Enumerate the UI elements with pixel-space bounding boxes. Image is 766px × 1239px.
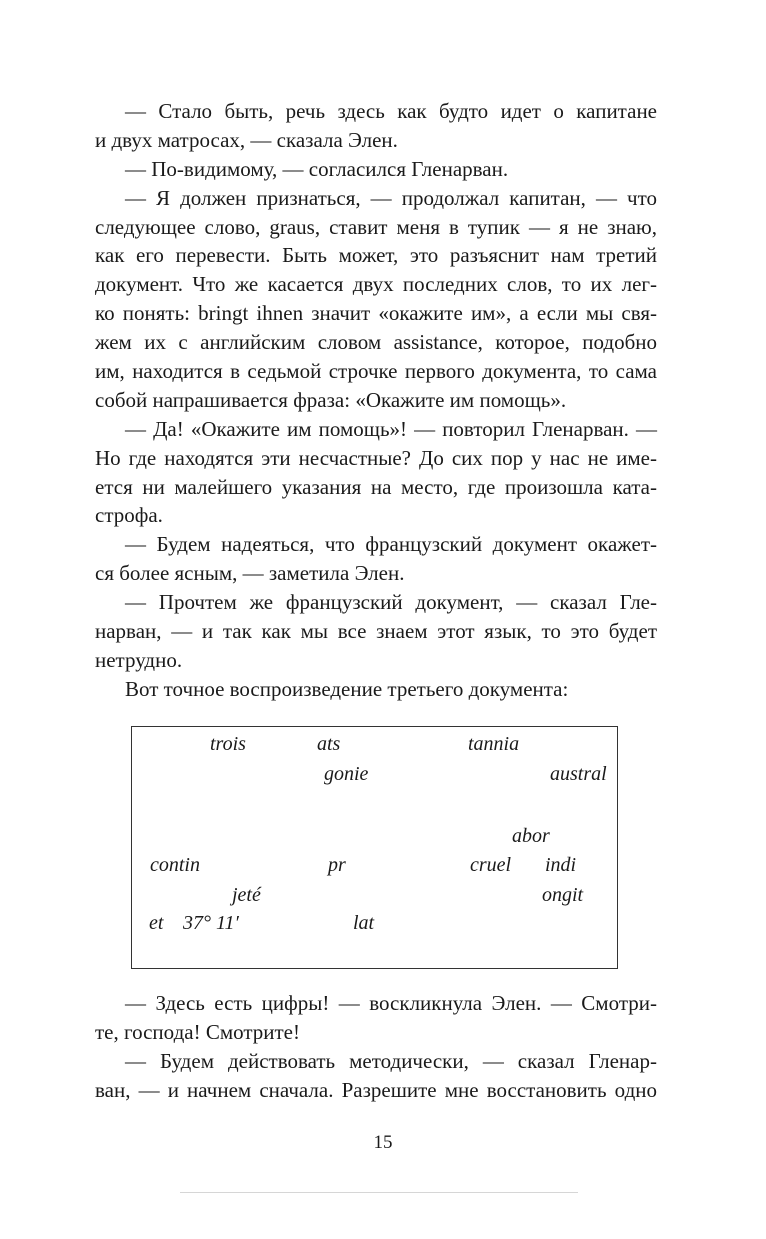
text-line: им, находится в седьмой строчке первого документа, то сама bbox=[95, 359, 657, 384]
doc-fragment-coords: 37° 11′ bbox=[183, 912, 239, 934]
text-line: ван, — и начнем сначала. Разрешите мне восстановить одно bbox=[95, 1077, 657, 1102]
text-line: Но где находятся эти несчастные? До сих пор у нас не име- bbox=[95, 445, 657, 470]
doc-fragment-abor: abor bbox=[512, 825, 550, 847]
text-line: следующее слово, graus, ставит меня в тупик — я не знаю, bbox=[95, 214, 657, 239]
doc-fragment-jete: jeté bbox=[232, 884, 261, 906]
text-line: собой напрашивается фраза: «Окажите им помощь». bbox=[95, 387, 567, 412]
doc-fragment-cruel: cruel bbox=[470, 854, 512, 876]
body-text-bottom bbox=[95, 989, 657, 1105]
text-line: ется ни малейшего указания на место, где произошла ката- bbox=[95, 474, 657, 499]
text-line: ко понять: bringt ihnen значит «окажите им», а если мы свя- bbox=[95, 301, 657, 326]
text-line: и двух матросах, — сказала Элен. bbox=[95, 127, 398, 152]
body-text-top bbox=[95, 97, 657, 704]
doc-fragment-contin: contin bbox=[150, 854, 200, 876]
text-line: строфа. bbox=[95, 503, 163, 528]
text-line: Вот точное воспроизведение третьего документа: bbox=[125, 676, 569, 701]
text-line: — Здесь есть цифры! — воскликнула Элен. — Смотри- bbox=[125, 991, 657, 1015]
doc-fragment-ats: ats bbox=[317, 733, 341, 755]
text-line: жем их с английским словом assistance, которое, подобно bbox=[95, 330, 657, 355]
doc-fragment-lat: lat bbox=[353, 912, 375, 934]
document-reproduction-box bbox=[131, 726, 618, 969]
text-line: — Я должен признаться, — продолжал капитан, — что bbox=[125, 185, 657, 210]
text-line: нетрудно. bbox=[95, 647, 183, 672]
footer-divider bbox=[180, 1192, 578, 1193]
doc-fragment-trois: trois bbox=[210, 733, 246, 755]
text-line: как его перевести. Быть может, это разъяснит нам третий bbox=[95, 243, 657, 268]
text-line: — Да! «Окажите им помощь»! — повторил Гленарван. — bbox=[125, 416, 657, 441]
doc-fragment-et: et bbox=[149, 912, 164, 934]
text-line: те, господа! Смотрите! bbox=[95, 1019, 300, 1044]
text-line: — Прочтем же французский документ, — сказал Гле- bbox=[125, 590, 657, 615]
text-line: нарван, — и так как мы все знаем этот язык, то это будет bbox=[95, 619, 657, 644]
doc-fragment-gonie: gonie bbox=[324, 763, 369, 785]
text-line: — Будем действовать методически, — сказал Гленар- bbox=[125, 1048, 657, 1073]
page-number: 15 bbox=[373, 1132, 393, 1153]
text-line: ся более ясным, — заметила Элен. bbox=[95, 561, 405, 586]
text-line: — По-видимому, — согласился Гленарван. bbox=[125, 156, 509, 181]
text-line: — Стало быть, речь здесь как будто идет о капитане bbox=[125, 99, 657, 123]
text-line: документ. Что же касается двух последних слов, то их лег- bbox=[95, 272, 657, 297]
doc-fragment-ongit: ongit bbox=[542, 884, 584, 906]
doc-fragment-austral: austral bbox=[550, 763, 607, 785]
text-line: — Будем надеяться, что французский документ окажет- bbox=[125, 532, 657, 557]
doc-fragment-pr: pr bbox=[328, 854, 346, 876]
doc-fragment-indi: indi bbox=[545, 854, 577, 876]
doc-fragment-tannia: tannia bbox=[468, 733, 520, 755]
